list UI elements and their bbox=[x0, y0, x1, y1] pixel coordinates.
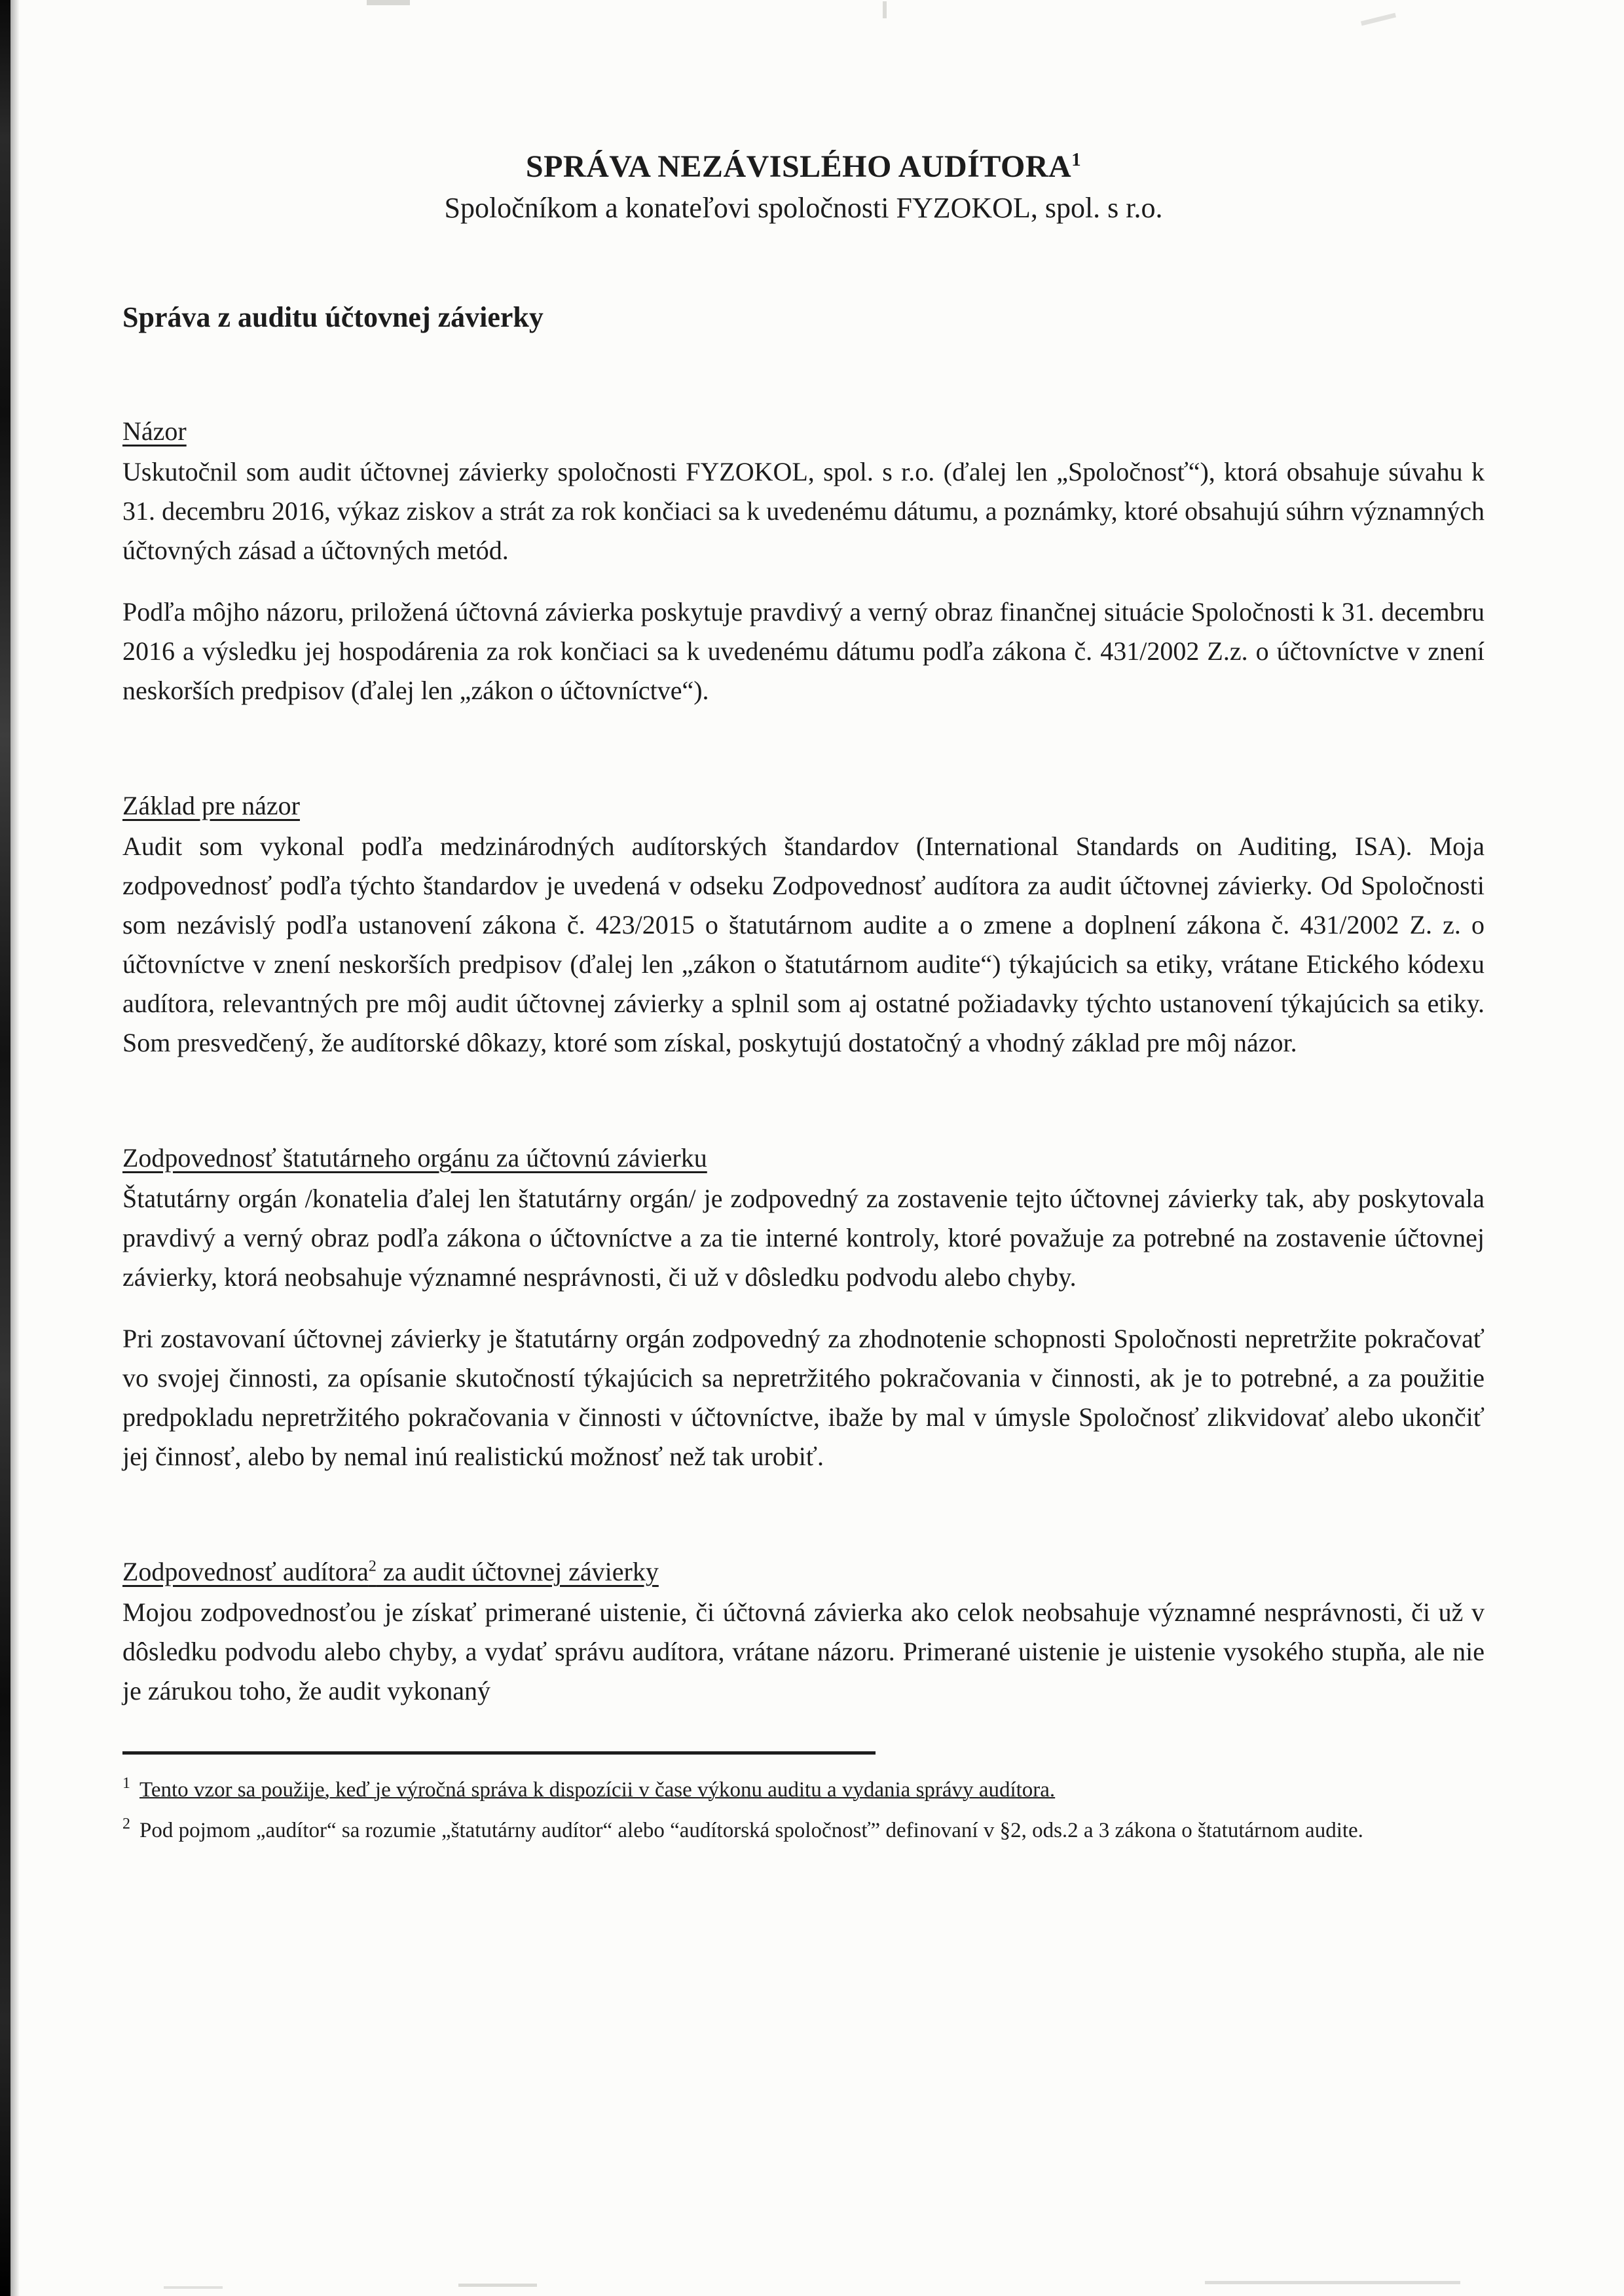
scan-smudge-bottom-1 bbox=[458, 2284, 537, 2287]
paragraph: Štatutárny orgán /konatelia ďalej len štatutárny orgán/ je zodpovedný za zostavenie tejto účtovnej závierky tak, aby poskytovala pravdivý a verný obraz podľa zákona o účtovníctve a za tie interné kontroly, ktoré považuje za potrebné na zostavenie účtovnej závierky, ktorá neobsahuje významné nesprávnosti, či už v dôsledku podvodu alebo chyby. bbox=[122, 1184, 1485, 1292]
scan-smudge-bottom-2 bbox=[1205, 2281, 1460, 2284]
title-footnote-ref: 1 bbox=[1071, 149, 1082, 170]
paragraph: Uskutočnil som audit účtovnej závierky spoločnosti FYZOKOL, spol. s r.o. (ďalej len „Spoločnosť“), ktorá obsahuje súvahu k 31. decembru 2016, výkaz ziskov a strát za rok končiaci sa k uvedenému dátumu, a poznámky, ktoré obsahujú súhrn významných účtovných zásad a účtovných metód. bbox=[122, 457, 1485, 565]
report-addressee: Spoločníkom a konateľovi spoločnosti FYZOKOL, spol. s r.o. bbox=[444, 192, 1163, 224]
title-block bbox=[122, 147, 1485, 227]
section-heading bbox=[122, 1554, 1485, 1590]
paragraph: Pri zostavovaní účtovnej závierky je štatutárny orgán zodpovedný za zhodnotenie schopnosti Spoločnosti nepretržite pokračovať vo svojej činnosti, za opísanie skutočností týkajúcich sa nepretržitého pokračovania v činnosti, ak je to potrebné, a za použitie predpokladu nepretržitého pokračovania v činnosti v účtovníctve, ibaže by mal v úmysle Spoločnosť zlikvidovať alebo ukončiť jej činnosť, alebo by nemal inú realistickú možnosť než tak urobiť. bbox=[122, 1324, 1485, 1471]
section-heading: Základ pre názor bbox=[122, 791, 300, 820]
section-heading: Názor bbox=[122, 416, 187, 446]
paragraph: Mojou zodpovednosťou je získať primerané uistenie, či účtovná závierka ako celok neobsahuje významné nesprávnosti, či už v dôsledku podvodu alebo chyby, a vydať správu audítora, vrátane názoru. Primerané uistenie je uistenie vysokého stupňa, ale nie je zárukou toho, že audit vykonaný bbox=[122, 1597, 1485, 1705]
footnote-ref: 1 bbox=[122, 1775, 130, 1792]
scan-smudge-bottom-3 bbox=[164, 2286, 223, 2289]
footnote bbox=[122, 1815, 1485, 1846]
footnote-text: Tento vzor sa použije, keď je výročná správa k dispozícii v čase výkonu auditu a vydania správy audítora. bbox=[139, 1778, 1056, 1802]
footnotes-block bbox=[122, 1751, 1485, 1846]
section-heading-continuation: za audit účtovnej závierky bbox=[376, 1557, 659, 1586]
footnote-ref: 2 bbox=[122, 1815, 130, 1832]
report-title bbox=[122, 147, 1485, 187]
section-heading: Zodpovednosť štatutárneho orgánu za účtovnú závierku bbox=[122, 1143, 707, 1173]
heading-footnote-ref: 2 bbox=[368, 1558, 377, 1575]
section-heading-text: Zodpovednosť audítora bbox=[122, 1557, 369, 1586]
report-title-text: SPRÁVA NEZÁVISLÉHO AUDÍTORA bbox=[525, 149, 1072, 184]
section-zaklad-pre-nazor bbox=[122, 788, 1485, 1063]
section-nazor bbox=[122, 413, 1485, 710]
report-section-heading: Správa z auditu účtovnej závierky bbox=[122, 301, 544, 333]
footnote bbox=[122, 1774, 1485, 1806]
footnote-separator bbox=[122, 1751, 876, 1755]
section-zodpovednost-statutarneho-organu bbox=[122, 1140, 1485, 1476]
section-zodpovednost-auditora bbox=[122, 1554, 1485, 1711]
paragraph: Podľa môjho názoru, priložená účtovná závierka poskytuje pravdivý a verný obraz finančnej situácie Spoločnosti k 31. decembru 2016 a výsledku jej hospodárenia za rok končiaci sa k uvedenému dátumu podľa zákona č. 431/2002 Z.z. o účtovníctve v znení neskorších predpisov (ďalej len „zákon o účtovníctve“). bbox=[122, 597, 1485, 705]
footnote-text: Pod pojmom „audítor“ sa rozumie „štatutárny audítor“ alebo “audítorská spoločnosť” definovaní v §2, ods.2 a 3 zákona o štatutárnom audite. bbox=[139, 1819, 1363, 1842]
paragraph: Audit som vykonal podľa medzinárodných audítorských štandardov (International Standards on Auditing, ISA). Moja zodpovednosť podľa týchto štandardov je uvedená v odseku Zodpovednosť audítora za audit účtovnej závierky. Od Spoločnosti som nezávislý podľa ustanovení zákona č. 423/2015 o štatutárnom audite a o zmene a doplnení zákona č. 431/2002 Z. z. o účtovníctve v znení neskorších predpisov (ďalej len „zákon o štatutárnom audite“) týkajúcich sa etiky, vrátane Etického kódexu audítora, relevantných pre môj audit účtovnej závierky a splnil som aj ostatné požiadavky týchto ustanovení týkajúcich sa etiky. Som presvedčený, že audítorské dôkazy, ktoré som získal, poskytujú dostatočný a vhodný základ pre môj názor. bbox=[122, 831, 1485, 1057]
